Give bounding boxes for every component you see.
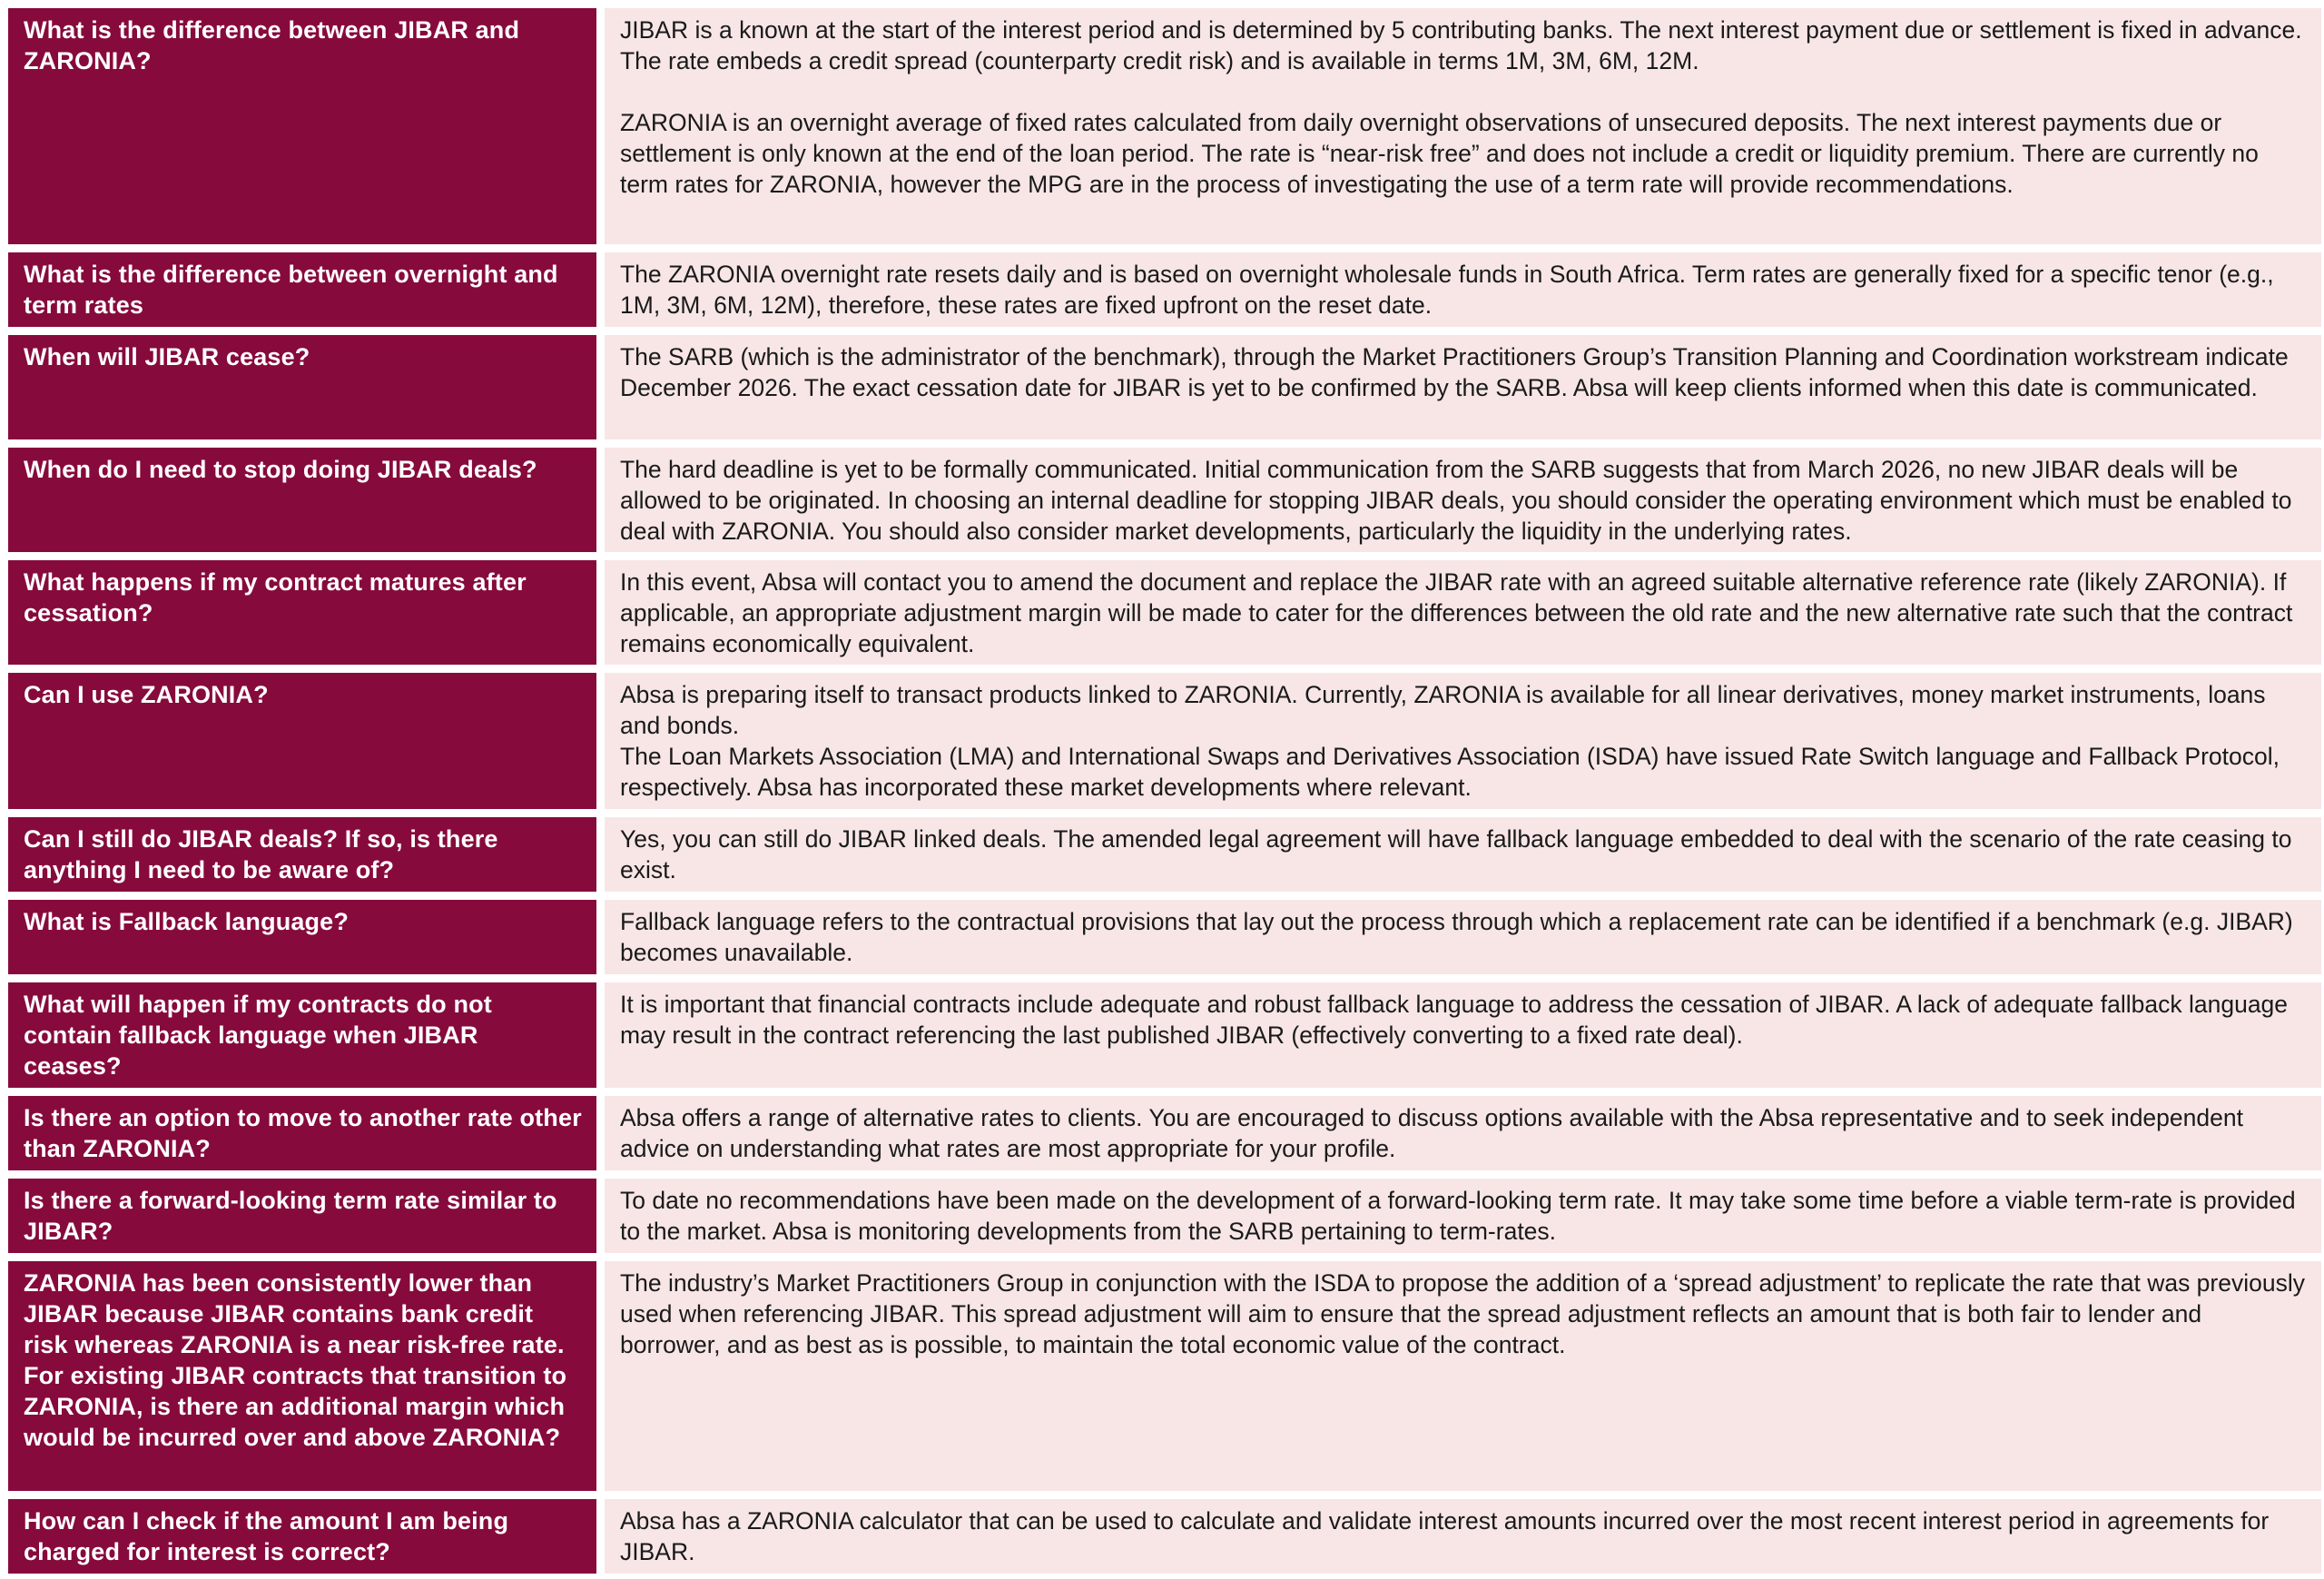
question-cell: Is there an option to move to another rate other than ZARONIA?	[8, 1096, 596, 1170]
answer-cell: To date no recommendations have been made on the development of a forward-looking term rate. It may take some time before a viable term-rate is provided to the market. Absa is monitoring developments from the SARB pertaining to term-rates.	[605, 1179, 2321, 1253]
answer-cell: The hard deadline is yet to be formally communicated. Initial communication from the SARB suggests that from March 2026, no new JIBAR deals will be allowed to be originated. In choosing an internal deadline for stopping JIBAR deals, you should consider the operating environment which must be enabled to deal with ZARONIA. You should also consider market developments, particularly the liquidity in the underlying rates.	[605, 448, 2321, 552]
answer-cell: Absa is preparing itself to transact products linked to ZARONIA. Currently, ZARONIA is available for all linear derivatives, money market instruments, loans and bonds. The Loan Markets Association (LMA) and International Swaps and Derivatives Association (ISDA) have issued Rate Switch language and Fallback Protocol, respectively. Absa has incorporated these market developments where relevant.	[605, 673, 2321, 809]
answer-cell: The SARB (which is the administrator of the benchmark), through the Market Practitioners Group’s Transition Planning and Coordination workstream indicate December 2026. The exact cessation date for JIBAR is yet to be confirmed by the SARB. Absa will keep clients informed when this date is communicated.	[605, 335, 2321, 439]
question-cell: What is the difference between overnight and term rates	[8, 252, 596, 327]
question-cell: Is there a forward-looking term rate similar to JIBAR?	[8, 1179, 596, 1253]
answer-cell: Absa has a ZARONIA calculator that can be used to calculate and validate interest amounts incurred over the most recent interest period in agreements for JIBAR.	[605, 1499, 2321, 1574]
question-cell: What happens if my contract matures after cessation?	[8, 560, 596, 665]
question-cell: When do I need to stop doing JIBAR deals?	[8, 448, 596, 552]
question-cell: How can I check if the amount I am being charged for interest is correct?	[8, 1499, 596, 1574]
answer-cell: It is important that financial contracts include adequate and robust fallback language to address the cessation of JIBAR. A lack of adequate fallback language may result in the contract referencing the last published JIBAR (effectively converting to a fixed rate deal).	[605, 982, 2321, 1088]
question-cell: ZARONIA has been consistently lower than JIBAR because JIBAR contains bank credit risk whereas ZARONIA is a near risk-free rate. For existing JIBAR contracts that transition to ZARONIA, is there an additional margin which would be incurred over and above ZARONIA?	[8, 1261, 596, 1491]
answer-cell: JIBAR is a known at the start of the interest period and is determined by 5 contributing banks. The next interest payment due or settlement is fixed in advance. The rate embeds a credit spread (counterparty credit risk) and is available in terms 1M, 3M, 6M, 12M. ZARONIA is an overnight average of fixed rates calculated from daily overnight observations of unsecured deposits. The next interest payments due or settlement is only known at the end of the loan period. The rate is “near-risk free” and does not include a credit or liquidity premium. There are currently no term rates for ZARONIA, however the MPG are in the process of investigating the use of a term rate will provide recommendations.	[605, 8, 2321, 244]
answer-cell: Fallback language refers to the contractual provisions that lay out the process through which a replacement rate can be identified if a benchmark (e.g. JIBAR) becomes unavailable.	[605, 900, 2321, 974]
answer-cell: The industry’s Market Practitioners Group in conjunction with the ISDA to propose the addition of a ‘spread adjustment’ to replicate the rate that was previously used when referencing JIBAR. This spread adjustment will aim to ensure that the spread adjustment reflects an amount that is both fair to lender and borrower, and as best as is possible, to maintain the total economic value of the contract.	[605, 1261, 2321, 1491]
question-cell: What will happen if my contracts do not contain fallback language when JIBAR ceases?	[8, 982, 596, 1088]
faq-table	[8, 8, 2321, 1574]
question-cell: When will JIBAR cease?	[8, 335, 596, 439]
answer-cell: The ZARONIA overnight rate resets daily and is based on overnight wholesale funds in South Africa. Term rates are generally fixed for a specific tenor (e.g., 1M, 3M, 6M, 12M), therefore, these rates are fixed upfront on the reset date.	[605, 252, 2321, 327]
question-cell: What is Fallback language?	[8, 900, 596, 974]
answer-cell: Absa offers a range of alternative rates to clients. You are encouraged to discuss options available with the Absa representative and to seek independent advice on understanding what rates are most appropriate for your profile.	[605, 1096, 2321, 1170]
answer-cell: In this event, Absa will contact you to amend the document and replace the JIBAR rate with an agreed suitable alternative reference rate (likely ZARONIA). If applicable, an appropriate adjustment margin will be made to cater for the differences between the old rate and the new alternative rate such that the contract remains economically equivalent.	[605, 560, 2321, 665]
question-cell: Can I use ZARONIA?	[8, 673, 596, 809]
answer-cell: Yes, you can still do JIBAR linked deals. The amended legal agreement will have fallback language embedded to deal with the scenario of the rate ceasing to exist.	[605, 817, 2321, 892]
question-cell: What is the difference between JIBAR and ZARONIA?	[8, 8, 596, 244]
question-cell: Can I still do JIBAR deals? If so, is there anything I need to be aware of?	[8, 817, 596, 892]
